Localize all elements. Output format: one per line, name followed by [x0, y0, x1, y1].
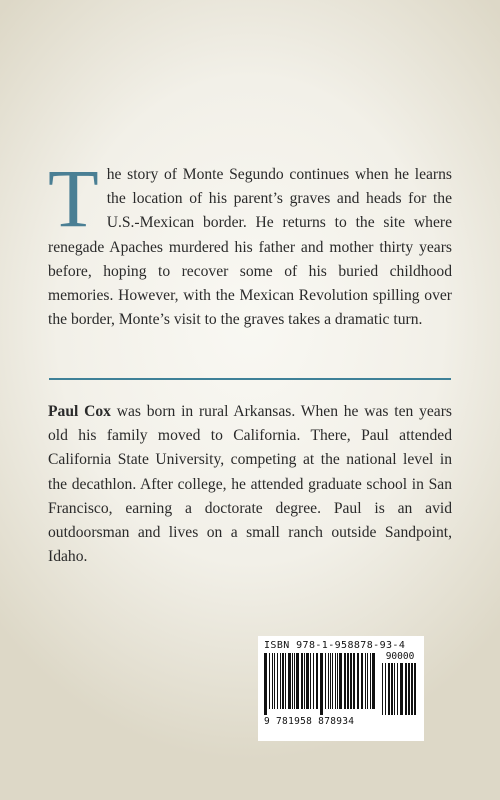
- author-name: Paul Cox: [48, 403, 111, 420]
- barcode-bar: [274, 653, 275, 709]
- barcode-bar: [361, 653, 363, 709]
- price-addon-digits: 90000: [385, 651, 415, 662]
- barcode-bar: [316, 653, 318, 709]
- barcode-bar: [272, 653, 273, 709]
- barcode-graphic: [264, 653, 418, 729]
- barcode-bar: [330, 653, 331, 709]
- ean-digits: 9 781958 878934: [264, 716, 355, 727]
- synopsis-text: he story of Monte Segundo continues when he learns the location of his parent’s graves and heads for the U.S.-Mexican border. He returns to the site where renegade Apaches murdered his father and mother thirty years before, hoping to recover some of his buried childhood memories. However, with the Mexican Revolution spilling over the border, Monte’s visit to the graves takes a dramatic turn.: [48, 166, 452, 329]
- barcode-bar: [337, 653, 338, 709]
- barcode-bar: [353, 653, 355, 709]
- section-divider: [49, 378, 451, 380]
- barcode-bar: [269, 653, 270, 709]
- synopsis-paragraph: [48, 152, 452, 332]
- addon-bars: [382, 663, 418, 715]
- barcode-bar: [320, 653, 323, 715]
- barcode-bar: [310, 653, 311, 709]
- barcode-bar: [288, 653, 291, 709]
- barcode-bar: [292, 653, 293, 709]
- barcode-bar: [350, 653, 352, 709]
- barcode-bar: [394, 663, 395, 715]
- barcode-bar: [264, 653, 267, 715]
- barcode-bar: [339, 653, 342, 709]
- barcode-bar: [388, 663, 390, 715]
- barcode-bar: [277, 653, 278, 709]
- barcode-bar: [294, 653, 295, 709]
- author-bio-text: was born in rural Arkansas. When he was ten years old his family moved to California. There, Paul attended California State University, competing at the national level in the decathlon. After college, he attended graduate school in San Francisco, earning a doctorate degree. Paul is an avid outdoorsman and lives on a small ranch outside Sandpoint, Idaho.: [48, 403, 452, 566]
- ean-bars: [264, 653, 376, 715]
- barcode-bar: [301, 653, 303, 709]
- barcode-bar: [280, 653, 281, 709]
- barcode-bar: [296, 653, 299, 709]
- barcode-bar: [367, 653, 368, 709]
- barcode-bar: [304, 653, 305, 709]
- barcode-bar: [411, 663, 413, 715]
- barcode-bar: [335, 653, 336, 709]
- barcode-bar: [382, 663, 383, 715]
- barcode-bar: [397, 663, 398, 715]
- isbn-barcode: [258, 636, 424, 741]
- barcode-bar: [408, 663, 410, 715]
- barcode-bar: [414, 663, 416, 715]
- barcode-bar: [282, 653, 284, 709]
- barcode-bar: [357, 653, 359, 709]
- drop-cap: T: [48, 152, 99, 244]
- author-bio: [48, 400, 452, 569]
- isbn-label: ISBN 978-1-958878-93-4: [264, 640, 406, 651]
- barcode-bar: [400, 663, 403, 715]
- barcode-bar: [365, 653, 366, 709]
- barcode-bar: [285, 653, 286, 709]
- barcode-bar: [306, 653, 309, 709]
- barcode-bar: [328, 653, 329, 709]
- barcode-bar: [344, 653, 346, 709]
- barcode-bar: [325, 653, 326, 709]
- barcode-bar: [313, 653, 314, 709]
- barcode-bar: [332, 653, 333, 709]
- barcode-bar: [385, 663, 386, 715]
- barcode-bar: [370, 653, 371, 709]
- barcode-bar: [347, 653, 349, 709]
- barcode-bar: [391, 663, 393, 715]
- barcode-bar: [405, 663, 407, 715]
- barcode-bar: [372, 653, 375, 709]
